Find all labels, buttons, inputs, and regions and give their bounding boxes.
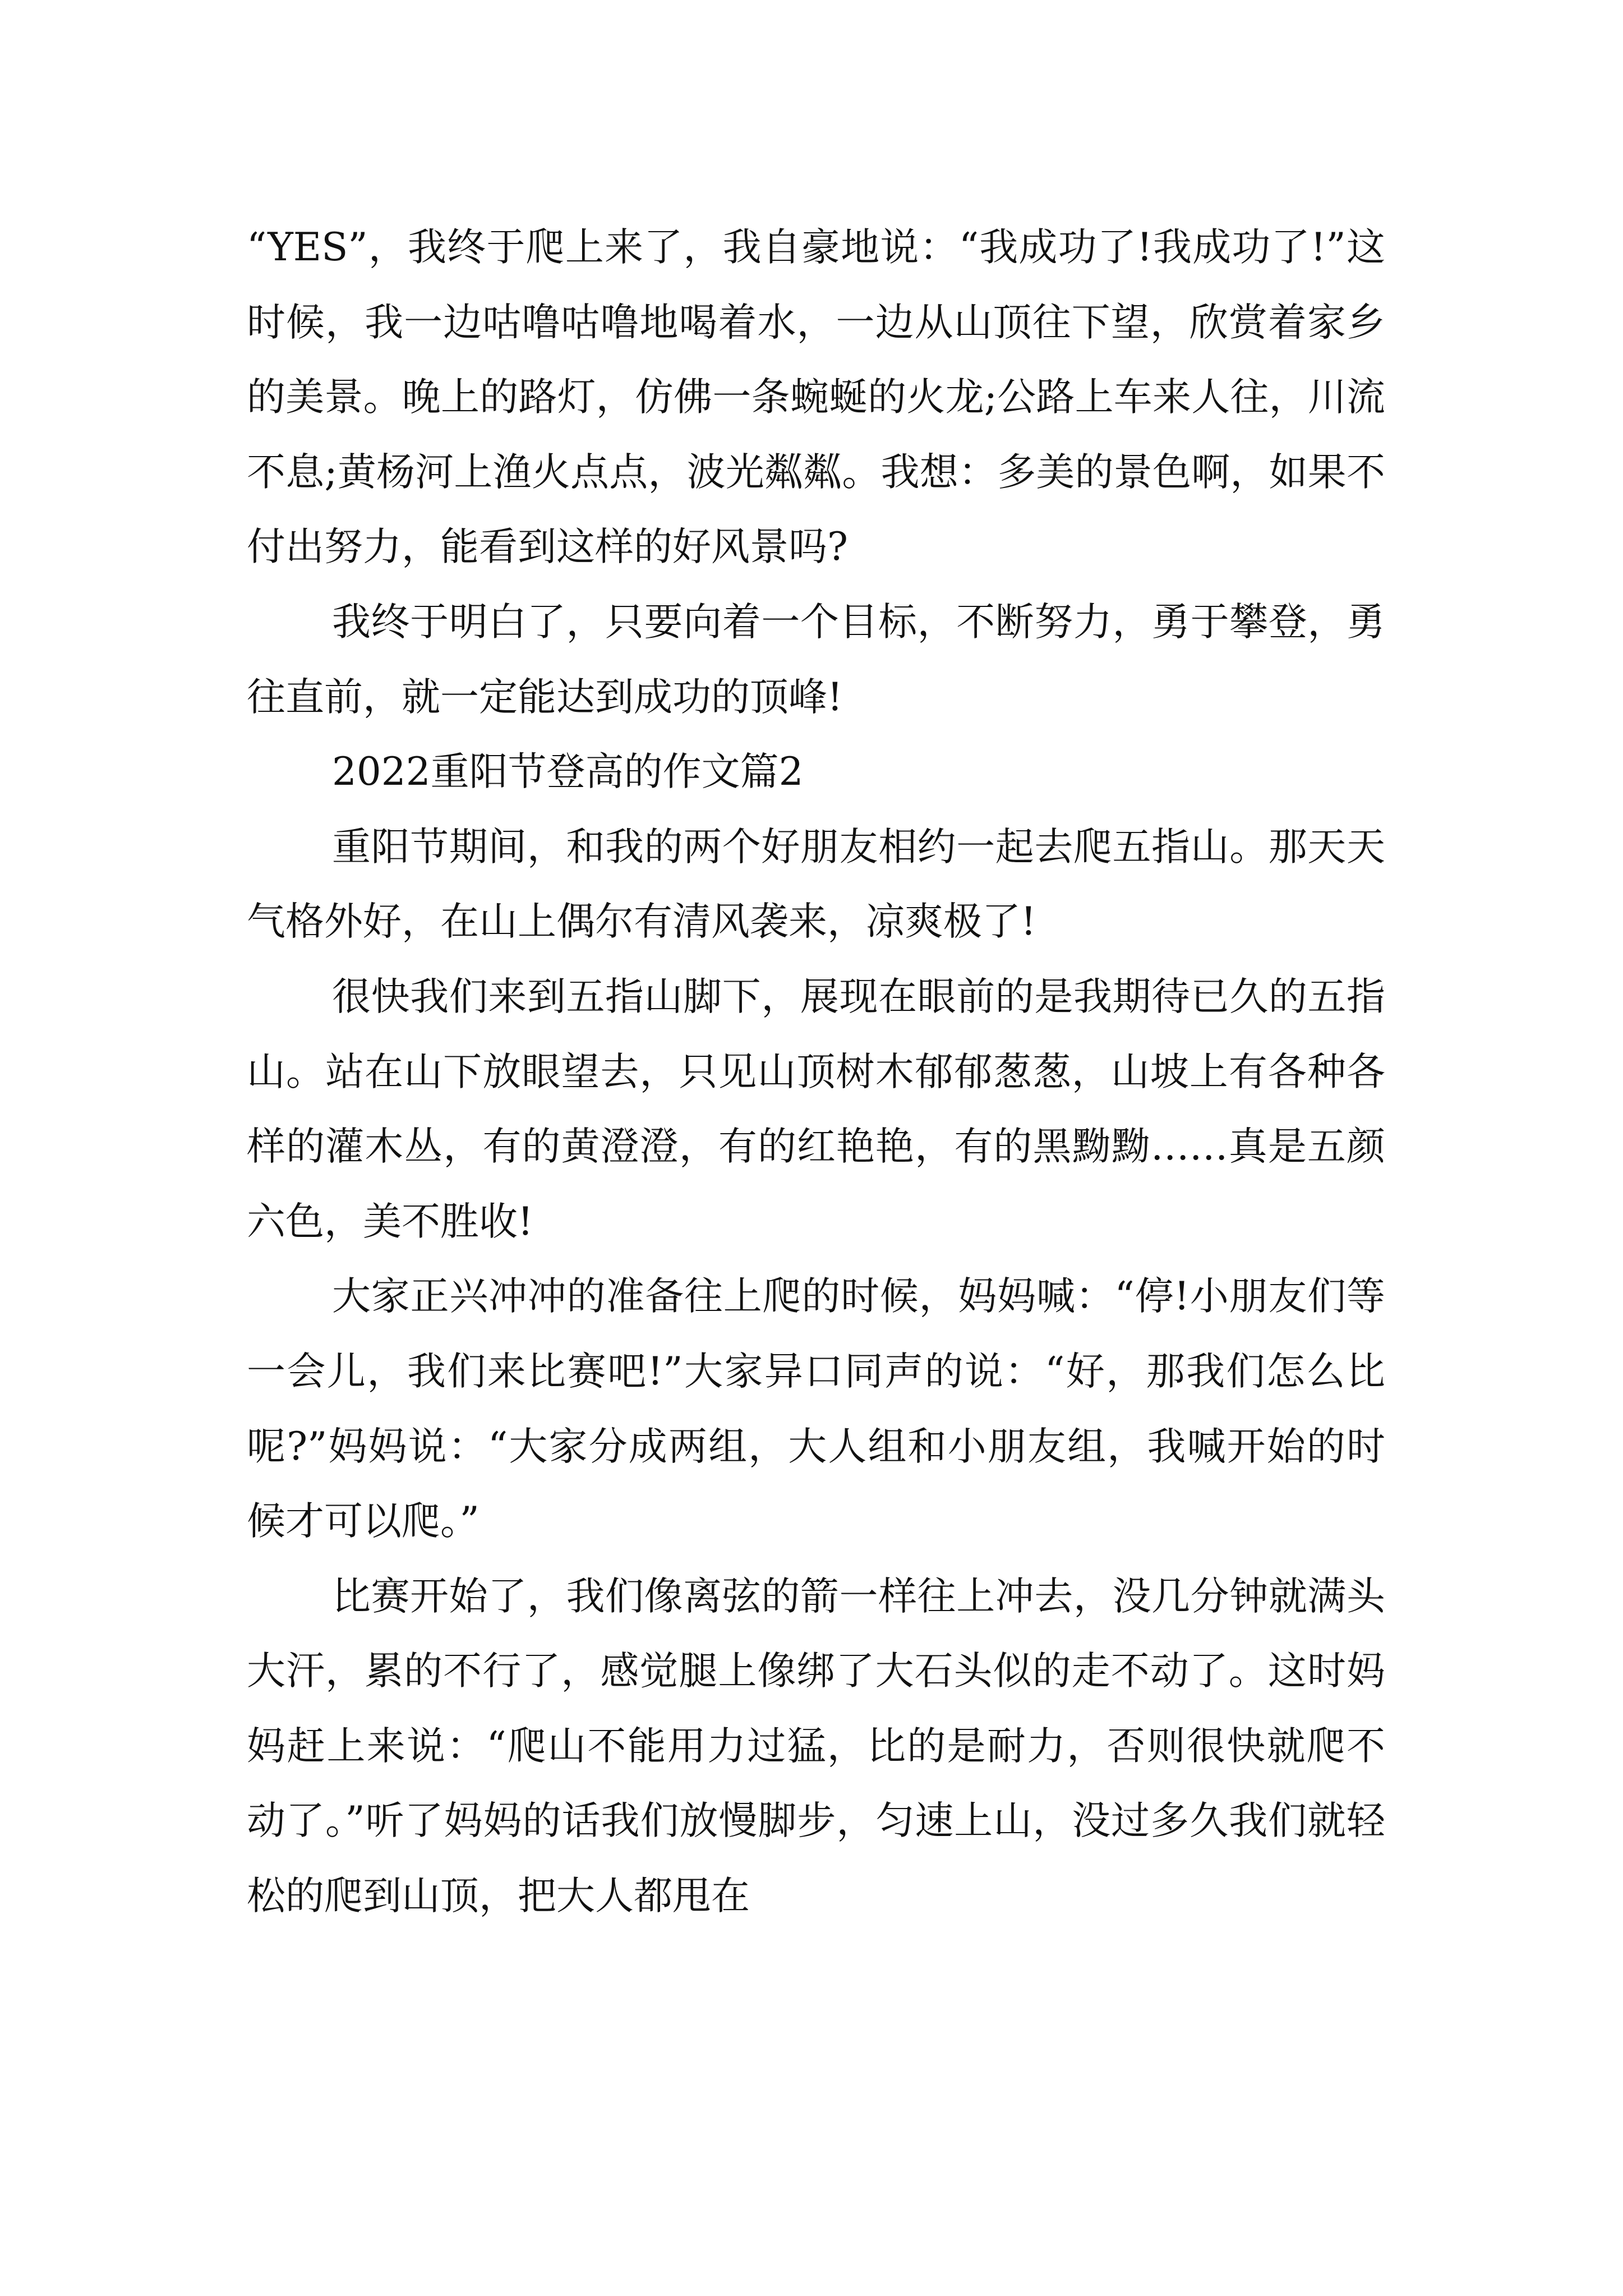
paragraph-2: 我终于明白了，只要向着一个目标，不断努力，勇于攀登，勇往直前，就一定能达到成功的顶峰! bbox=[247, 599, 1385, 720]
paragraph-4: 很快我们来到五指山脚下，展现在眼前的是我期待已久的五指山。站在山下放眼望去，只见山顶树木郁郁葱葱，山坡上有各种各样的灌木丛，有的黄澄澄，有的红艳艳，有的黑黝黝……真是五颜六色，美不胜收! bbox=[247, 974, 1385, 1244]
paragraph-1: “YES”，我终于爬上来了，我自豪地说：“我成功了!我成功了!”这时候，我一边咕噜咕噜地喝着水，一边从山顶往下望，欣赏着家乡的美景。晚上的路灯，仿佛一条蜿蜒的火龙;公路上车来人往，川流不息;黄杨河上渔火点点，波光粼粼。我想：多美的景色啊，如果不付出努力，能看到这样的好风景吗? bbox=[247, 225, 1385, 570]
paragraph-3: 重阳节期间，和我的两个好朋友相约一起去爬五指山。那天天气格外好，在山上偶尔有清风袭来，凉爽极了! bbox=[247, 824, 1385, 945]
document-page bbox=[247, 210, 1385, 1934]
paragraph-6: 比赛开始了，我们像离弦的箭一样往上冲去，没几分钟就满头大汗，累的不行了，感觉腿上像绑了大石头似的走不动了。这时妈妈赶上来说：“爬山不能用力过猛，比的是耐力，否则很快就爬不动了。”听了妈妈的话我们放慢脚步，匀速上山，没过多久我们就轻松的爬到山顶，把大人都甩在 bbox=[247, 1573, 1385, 1919]
paragraph-5: 大家正兴冲冲的准备往上爬的时候，妈妈喊：“停!小朋友们等一会儿，我们来比赛吧!”大家异口同声的说：“好，那我们怎么比呢?”妈妈说：“大家分成两组，大人组和小朋友组，我喊开始的时候才可以爬。” bbox=[247, 1274, 1385, 1544]
section-heading: 2022重阳节登高的作文篇2 bbox=[332, 749, 804, 795]
